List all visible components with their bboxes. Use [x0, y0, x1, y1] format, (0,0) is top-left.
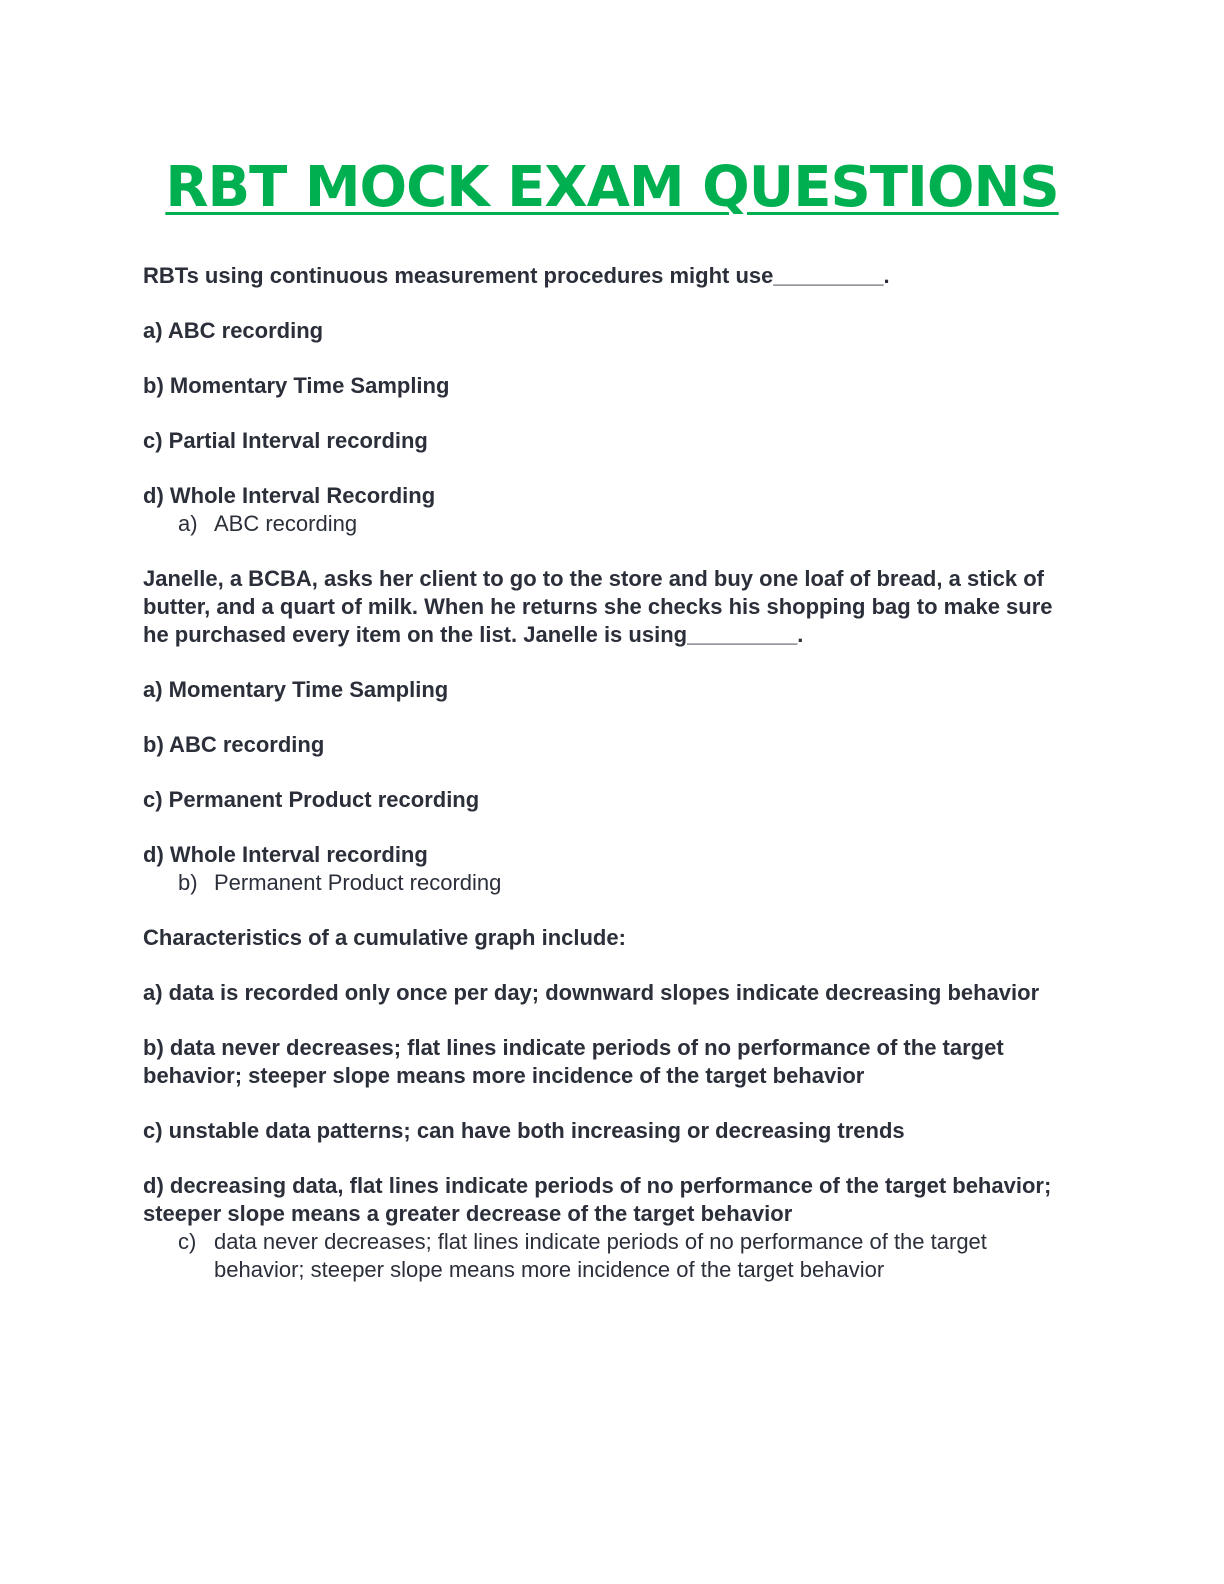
question-list	[143, 262, 1073, 1311]
correct-answer-letter: a)	[178, 511, 198, 536]
page-title	[0, 150, 1224, 226]
answer-option: d) Whole Interval recording	[143, 842, 428, 867]
answer-option: b) ABC recording	[143, 732, 325, 757]
answer-option: c) Permanent Product recording	[143, 787, 480, 812]
correct-answer-text: data never decreases; flat lines indicate periods of no performance of the target behavior; steeper slope means more incidence of the target behavior	[214, 1229, 987, 1282]
answer-option: a) Momentary Time Sampling	[143, 677, 449, 702]
question-block	[143, 924, 1073, 1284]
question-text: Characteristics of a cumulative graph include:	[143, 925, 626, 950]
question-text: Janelle, a BCBA, asks her client to go to the store and buy one loaf of bread, a stick of butter, and a quart of milk. When he returns she checks his shopping bag to make sure he purchased every item on the list. Janelle is using_________.	[143, 566, 1053, 647]
correct-answer-text: Permanent Product recording	[214, 870, 502, 895]
answer-option: b) Momentary Time Sampling	[143, 373, 450, 398]
correct-answer	[143, 869, 1073, 897]
question-text: RBTs using continuous measurement procedures might use_________.	[143, 263, 890, 288]
correct-answer-letter: c)	[178, 1229, 197, 1254]
correct-answer-letter: b)	[178, 870, 198, 895]
answer-option: c) Partial Interval recording	[143, 428, 428, 453]
answer-option: c) unstable data patterns; can have both increasing or decreasing trends	[143, 1118, 905, 1143]
answer-option: d) decreasing data, flat lines indicate periods of no performance of the target behavior; steeper slope means a greater decrease of the target behavior	[143, 1173, 1052, 1226]
correct-answer-text: ABC recording	[214, 511, 358, 536]
page-title-text: RBT MOCK EXAM QUESTIONS	[165, 155, 1059, 220]
correct-answer	[143, 510, 1073, 538]
answer-option: d) Whole Interval Recording	[143, 483, 436, 508]
answer-option: a) ABC recording	[143, 318, 324, 343]
question-block	[143, 565, 1073, 897]
answer-option: a) data is recorded only once per day; downward slopes indicate decreasing behavior	[143, 980, 1040, 1005]
question-block	[143, 262, 1073, 538]
correct-answer	[143, 1228, 1073, 1284]
answer-option: b) data never decreases; flat lines indicate periods of no performance of the target behavior; steeper slope means more incidence of the target behavior	[143, 1035, 1004, 1088]
